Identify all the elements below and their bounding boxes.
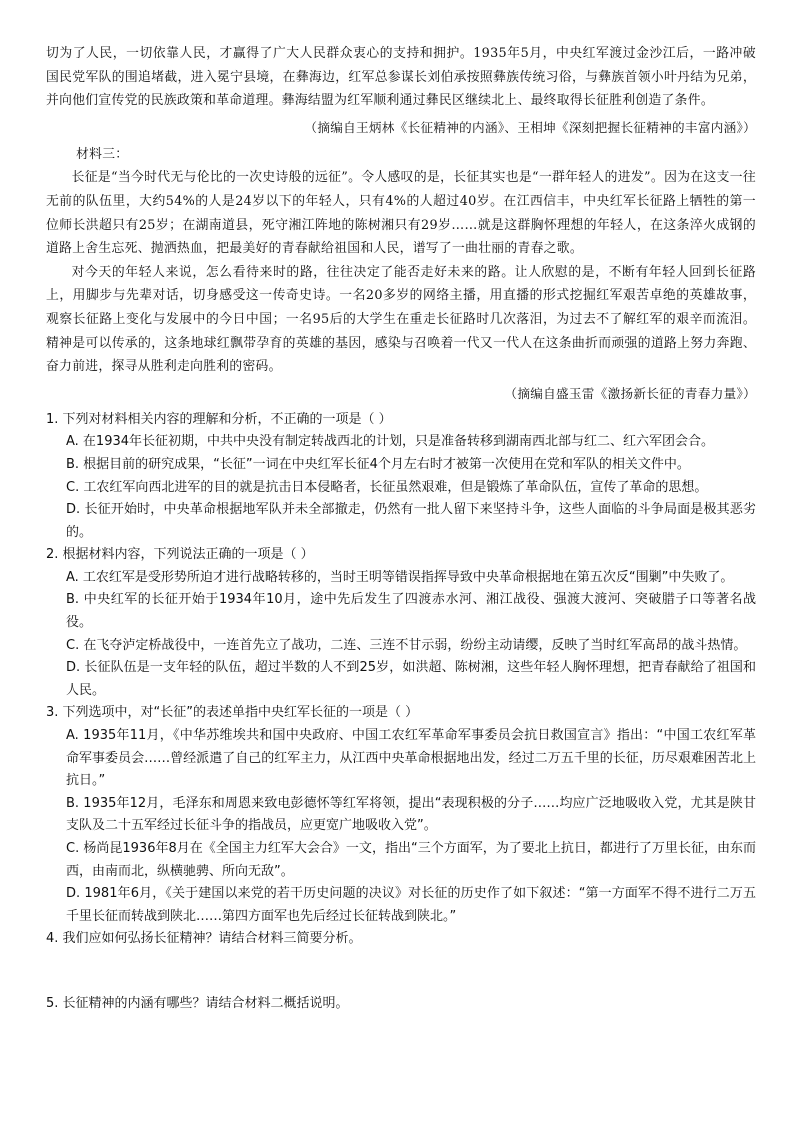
questions-section bbox=[46, 409, 756, 1016]
option-b[interactable]: B. 根据目前的研究成果，“长征”一词在中央红军长征4个月左右时才被第一次使用在党和军队的相关文件中。 bbox=[66, 456, 690, 472]
option-b[interactable]: B. 1935年12月，毛泽东和周恩来致电彭德怀等红军将领，提出“表现积极的分子……均应广泛地吸收入党，尤其是陕甘支队及二十五军经过长征斗争的指战员，应更宽广地吸收入党”。 bbox=[66, 795, 756, 834]
material3-source: （摘编自盛玉雷《激扬新长征的青春力量》） bbox=[504, 385, 756, 401]
material3-paragraph-1: 长征是“当今时代无与伦比的一次史诗般的远征”。令人感叹的是，长征其实也是“一群年轻人的进发”。因为在这支一往无前的队伍里，大约54%的人是24岁以下的年轻人，只有4%的人超过40岁。在江西信丰，中央红军长征路上牺牲的第一位师长洪超只有25岁；在湖南道县，死守湘江阵地的陈树湘只有29岁……就是这群胸怀理想的年轻人，在这条淬火成钢的道路上舍生忘死、抛洒热血，把最美好的青春献给祖国和人民，谱写了一曲壮丽的青春之歌。 bbox=[46, 170, 756, 257]
option-b[interactable]: B. 中央红军的长征开始于1934年10月，途中先后发生了四渡赤水河、湘江战役、强渡大渡河、突破腊子口等著名战役。 bbox=[66, 592, 756, 631]
question-stem: 3. 下列选项中，对“长征”的表述单指中央红军长征的一项是（ ） bbox=[46, 705, 419, 721]
question-stem: 5. 长征精神的内涵有哪些？请结合材料二概括说明。 bbox=[46, 995, 349, 1011]
question-4 bbox=[46, 928, 756, 951]
answer-space bbox=[46, 951, 756, 993]
option-a[interactable]: A. 1935年11月，《中华苏维埃共和国中央政府、中国工农红军革命军事委员会抗日救国宣言》指出：“中国工农红军革命军事委员会……曾经派遣了自己的红军主力，从江西中央革命根据地出发，经过二万五千里的长征，历尽艰难困苦北上抗日。” bbox=[66, 728, 756, 789]
option-c[interactable]: C. 在飞夺泸定桥战役中，一连首先立了战功，二连、三连不甘示弱，纷纷主动请缨，反映了当时红军高昂的战斗热情。 bbox=[66, 637, 747, 653]
question-3 bbox=[46, 702, 756, 928]
question-5 bbox=[46, 993, 756, 1016]
material3-heading: 材料三： bbox=[76, 146, 129, 162]
material-intro-paragraph: 切为了人民，一切依靠人民，才赢得了广大人民群众衷心的支持和拥护。1935年5月，中央红军渡过金沙江后，一路冲破国民党军队的围追堵截，进入冕宁县境，在彝海边，红军总参谋长刘伯承按照彝族传统习俗，与彝族首领小叶丹结为兄弟，并向他们宣传党的民族政策和革命道理。彝海结盟为红军顺利通过彝民区继续北上、最终取得长征胜利创造了条件。 bbox=[46, 46, 756, 109]
option-d[interactable]: D. 长征开始时，中央革命根据地军队并未全部撤走，仍然有一批人留下来坚持斗争，这些人面临的斗争局面是极其恶劣的。 bbox=[66, 502, 756, 540]
question-1 bbox=[46, 409, 756, 545]
option-d[interactable]: D. 长征队伍是一支年轻的队伍，超过半数的人不到25岁，如洪超、陈树湘，这些年轻人胸怀理想，把青春献给了祖国和人民。 bbox=[66, 660, 756, 698]
question-stem: 1. 下列对材料相关内容的理解和分析，不正确的一项是（ ） bbox=[46, 411, 392, 427]
exam-page bbox=[46, 42, 756, 1016]
option-d[interactable]: D. 1981年6月，《关于建国以来党的若干历史问题的决议》对长征的历史作了如下叙述：“第一方面军不得不进行二万五千里长征而转战到陕北……第四方面军也先后经过长征转战到陕北。” bbox=[66, 886, 756, 924]
question-stem: 4. 我们应如何弘扬长征精神？请结合材料三简要分析。 bbox=[46, 931, 362, 947]
option-c[interactable]: C. 工农红军向西北进军的目的就是抗击日本侵略者，长征虽然艰难，但是锻炼了革命队伍，宣传了革命的思想。 bbox=[66, 479, 708, 495]
option-a[interactable]: A. 在1934年长征初期，中共中央没有制定转战西北的计划，只是准备转移到湖南西北部与红二、红六军团会合。 bbox=[66, 434, 715, 450]
question-2 bbox=[46, 544, 756, 702]
material-section bbox=[46, 42, 756, 405]
option-a[interactable]: A. 工农红军是受形势所迫才进行战略转移的，当时王明等错误指挥导致中央革命根据地在第五次反“围剿”中失败了。 bbox=[66, 569, 734, 585]
question-stem: 2. 根据材料内容，下列说法正确的一项是（ ） bbox=[46, 547, 314, 563]
material3-paragraph-2: 对今天的年轻人来说，怎么看待来时的路，往往决定了能否走好未来的路。让人欣慰的是，不断有年轻人回到长征路上，用脚步与先辈对话，切身感受这一传奇史诗。一名20多岁的网络主播，用直播的形式挖掘红军艰苦卓绝的英雄故事，观察长征路上变化与发展中的今日中国；一名95后的大学生在重走长征路时几次落泪，为过去不了解红军的艰辛而流泪。精神是可以传承的，这条地球红飘带孕育的英雄的基因，感染与召唤着一代又一代人在这条曲折而顽强的道路上努力奔跑、奋力前进，探寻从胜利走向胜利的密码。 bbox=[46, 264, 756, 375]
option-c[interactable]: C. 杨尚昆1936年8月在《全国主力红军大会合》一文，指出“三个方面军，为了要北上抗日，都进行了万里长征，由东而西，由南而北，纵横驰骋、所向无敌”。 bbox=[66, 841, 756, 879]
material-intro-source: （摘编自王炳林《长征精神的内涵》、王相坤《深刻把握长征精神的丰富内涵》） bbox=[304, 119, 756, 135]
